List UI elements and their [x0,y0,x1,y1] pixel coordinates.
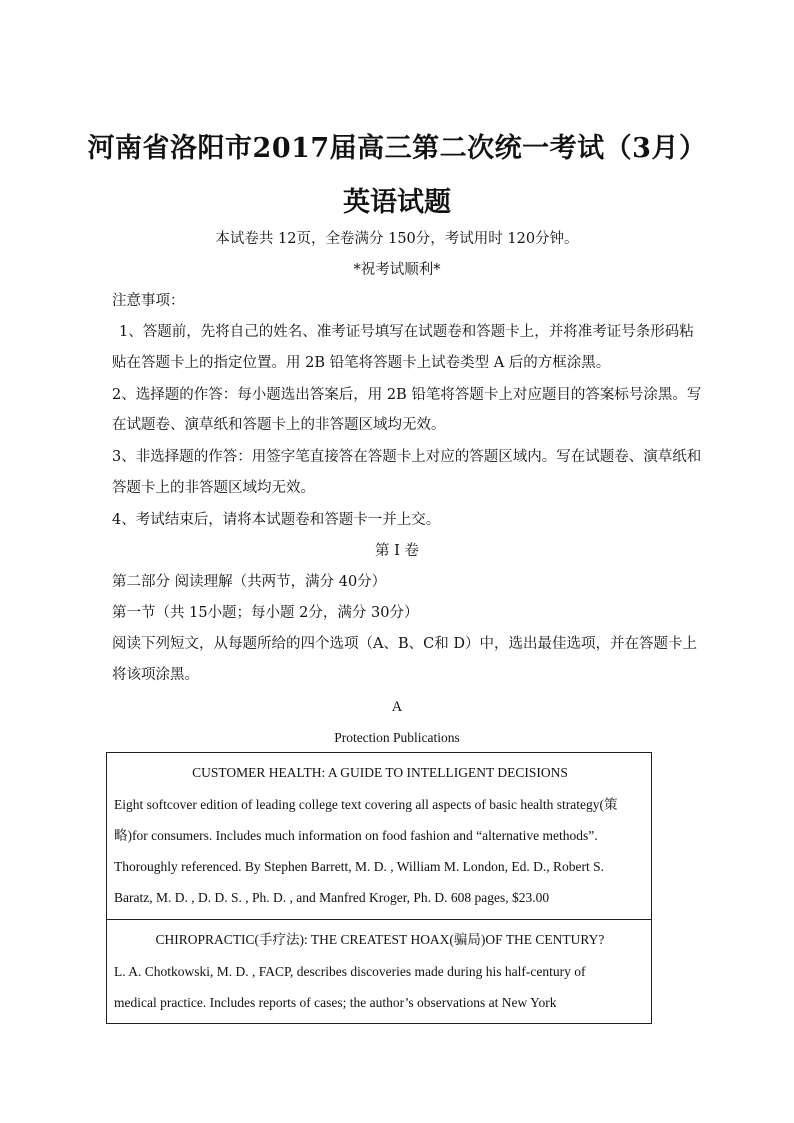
publication-line: Thoroughly referenced. By Stephen Barrett, M. D. , William M. London, Ed. D., Robert S. [114,859,604,874]
section-heading: 第一节（共 15小题；每小题 2分，满分 30分） [112,605,419,621]
publication-box [106,919,652,1024]
part-heading: 第二部分 阅读理解（共两节，满分 40分） [112,574,387,590]
publication-box [106,752,652,920]
publication-heading: CHIROPRACTIC(手疗法): THE CREATEST HOAX(骗局)OF THE CENTURY? [155,932,605,947]
note-line: 在试题卷、演草纸和答题卡上的非答题区域均无效。 [112,417,446,433]
note-line: 3、非选择题的作答：用签字笔直接答在答题卡上对应的答题区域内。写在试题卷、演草纸和 [112,449,702,465]
publication-line: medical practice. Includes reports of cases; the author’s observations at New York [114,995,557,1010]
notice-heading: 注意事项： [112,293,185,309]
instruction-line: 阅读下列短文，从每题所给的四个选项（A、B、C和 D）中，选出最佳选项，并在答题卡上 [112,636,697,652]
publication-line: Eight softcover edition of leading college text covering all aspects of basic health strategy(策 [114,797,618,812]
exam-info: 本试卷共 12页，全卷满分 150分，考试用时 120分钟。 [215,231,579,247]
instruction-line: 将该项涂黑。 [112,667,199,683]
publication-line: 略)for consumers. Includes much information on food fashion and “alternative methods”. [114,828,598,843]
exam-wish: *祝考试顺利* [353,262,441,278]
passage-label: A [391,699,403,715]
note-line: 答题卡上的非答题区域均无效。 [112,480,315,496]
passage-title: Protection Publications [334,730,460,745]
page-subtitle: 英语试题 [343,187,451,218]
publication-line: Baratz, M. D. , D. D. S. , Ph. D. , and Manfred Kroger, Ph. D. 608 pages, $23.00 [114,890,550,905]
note-line: 4、考试结束后，请将本试题卷和答题卡一并上交。 [112,512,441,528]
publication-line: L. A. Chotkowski, M. D. , FACP, describes discoveries made during his half-century of [114,964,586,979]
volume-label: 第 I 卷 [375,543,419,559]
publication-heading: CUSTOMER HEALTH: A GUIDE TO INTELLIGENT DECISIONS [192,765,568,780]
note-line: 贴在答题卡上的指定位置。用 2B 铅笔将答题卡上试卷类型 A 后的方框涂黑。 [112,355,611,371]
note-line: 2、选择题的作答：每小题选出答案后，用 2B 铅笔将答题卡上对应题目的答案标号涂黑。写 [112,387,702,403]
page-title: 河南省洛阳市2017届高三第二次统一考试（3月） [87,133,707,164]
note-line: 1、答题前，先将自己的姓名、准考证号填写在试题卷和答题卡上，并将准考证号条形码粘 [119,324,694,340]
